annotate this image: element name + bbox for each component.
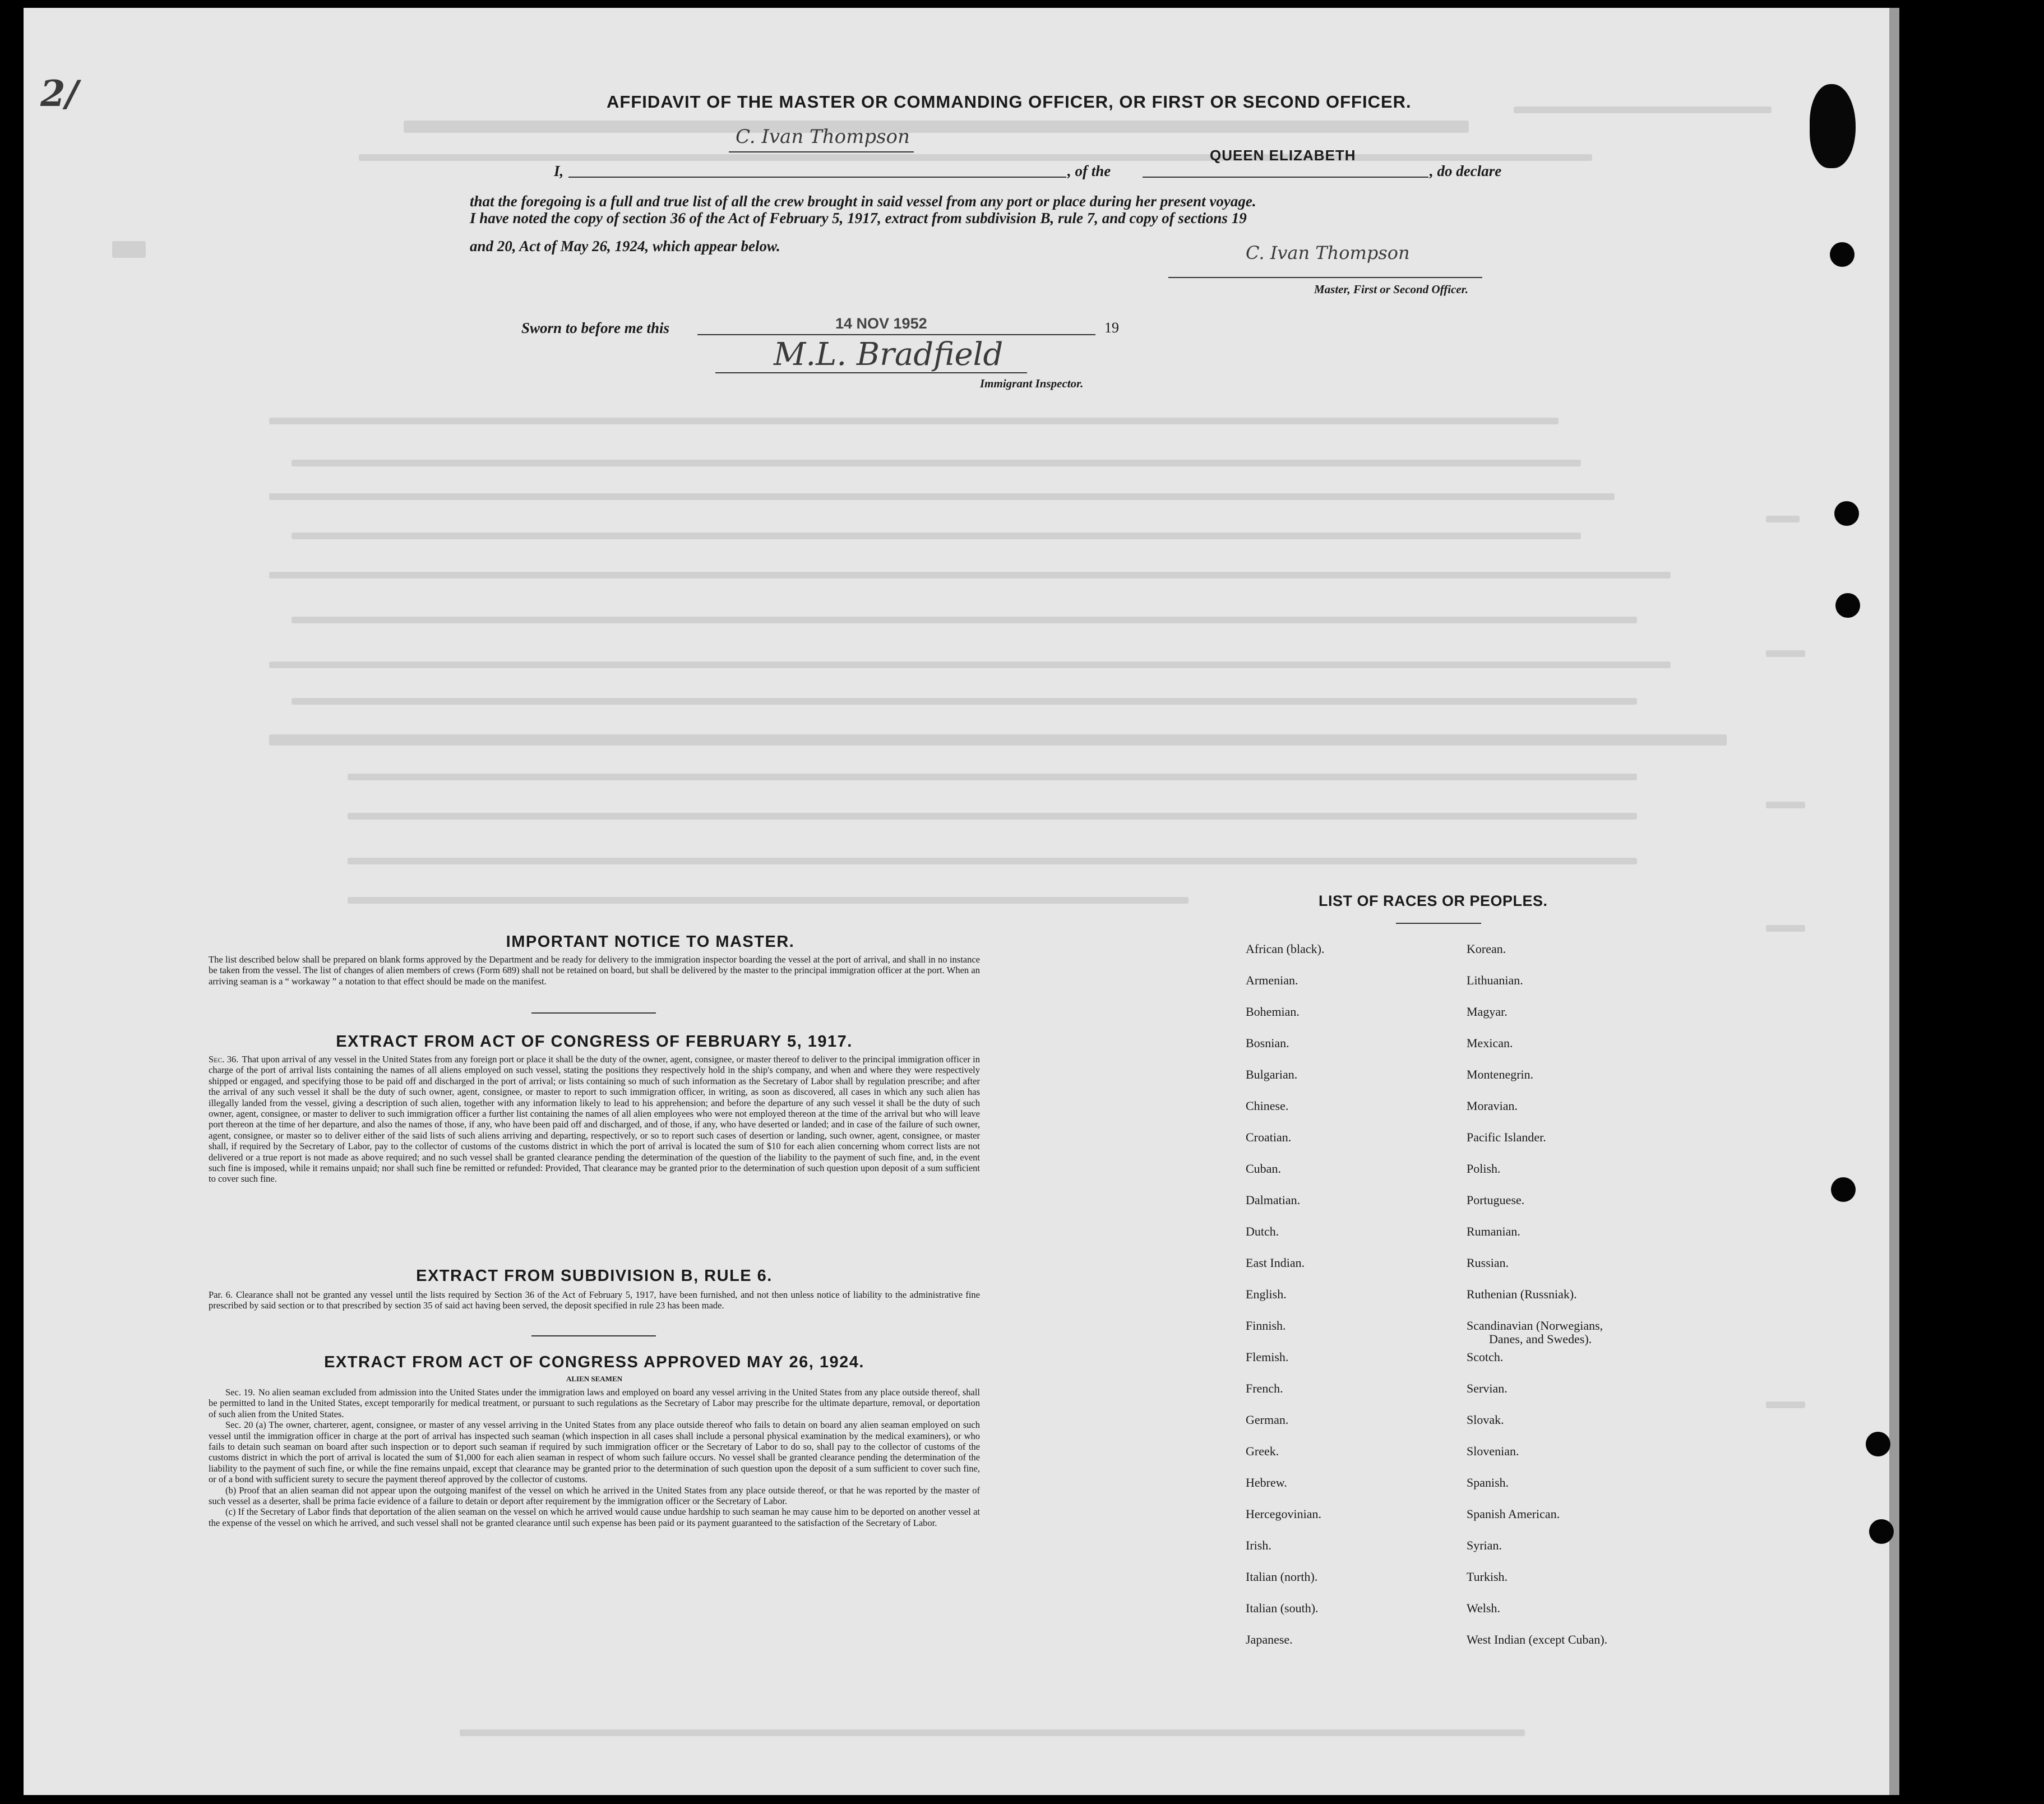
race-item: Moravian.: [1467, 1099, 1518, 1113]
vessel-name: QUEEN ELIZABETH: [1210, 147, 1356, 164]
races-heading: LIST OF RACES OR PEOPLES.: [1319, 892, 1548, 909]
race-item: Portuguese.: [1467, 1193, 1525, 1207]
race-item: Slovak.: [1467, 1413, 1504, 1427]
signature-underline: [729, 151, 914, 152]
declaration-line-1: that the foregoing is a full and true list of all the crew brought in said vessel from any port or place during her present voyage.: [470, 193, 1256, 210]
par-6-text: Clearance shall not be granted any vessel until the lists required by Section 36 of the Act of February 5, 1917, have been furnished, and not then unless notice of liability to the administrative fine prescribed by said section or to that prescribed by section 35 of said act having been served, the deposit specified in rule 23 has been made.: [209, 1289, 980, 1311]
race-item: Scandinavian (Norwegians,: [1467, 1319, 1603, 1333]
notice-body: The list described below shall be prepared on blank forms approved by the Department and be ready for delivery to the immigration inspector boarding the vessel at the port of arrival, and shall in no instance be taken from the vessel. The list of changes of alien members of crews (Form 689) shall not be retained on board, but shall be delivered by the master to the principal immigration officer at the port. When an arriving seaman is a “ workaway ” a notation to that effect should be made on the manifest.: [209, 954, 980, 987]
race-item: Cuban.: [1246, 1162, 1281, 1176]
ink-blot: [1810, 84, 1856, 168]
section-20b: (b) Proof that an alien seaman did not appear upon the outgoing manifest of the vessel on which he arrived in the United States from any place outside thereof, or that he was reported by the master of such vessel as a deserter, shall be prima facie evidence of a failure to detain or deport after requirement by the immigration officer or the Secretary of Labor.: [209, 1484, 980, 1507]
sworn-label: Sworn to before me this: [521, 320, 670, 336]
race-item: East Indian.: [1246, 1256, 1305, 1270]
race-item: Lithuanian.: [1467, 973, 1523, 987]
race-item: Greek.: [1246, 1444, 1279, 1458]
par-6-label: Par. 6.: [209, 1289, 233, 1300]
race-item: Dalmatian.: [1246, 1193, 1301, 1207]
extract-1917-heading: EXTRACT FROM ACT OF CONGRESS OF FEBRUARY 5, 1917.: [336, 1033, 853, 1051]
race-item: Bosnian.: [1246, 1036, 1289, 1050]
divider: [1396, 923, 1481, 924]
race-item: Slovenian.: [1467, 1444, 1519, 1458]
punch-hole: [1831, 1177, 1856, 1202]
declaration-line-2: I have noted the copy of section 36 of the Act of February 5, 1917, extract from subdivision B, rule 7, and copy of sections 19: [470, 210, 1247, 226]
race-item: Flemish.: [1246, 1350, 1289, 1364]
name-field-line: [568, 177, 1066, 178]
margin-mark: 2/: [40, 73, 78, 115]
race-item: Danes, and Swedes).: [1489, 1332, 1592, 1346]
race-item: Pacific Islander.: [1467, 1130, 1546, 1144]
notice-heading: IMPORTANT NOTICE TO MASTER.: [506, 933, 795, 951]
punch-hole: [1830, 242, 1855, 267]
punch-hole: [1869, 1519, 1894, 1544]
divider: [531, 1012, 656, 1014]
race-item: Bohemian.: [1246, 1005, 1300, 1019]
rule-6-heading: EXTRACT FROM SUBDIVISION B, RULE 6.: [416, 1267, 773, 1285]
race-item: Hercegovinian.: [1246, 1507, 1321, 1521]
of-the-label: , of the: [1067, 163, 1111, 179]
race-item: Polish.: [1467, 1162, 1501, 1176]
do-declare-label: , do declare: [1430, 163, 1502, 179]
section-19-label: Sec. 19.: [225, 1387, 255, 1398]
race-item: Japanese.: [1246, 1632, 1293, 1646]
officer-signature-line: [1168, 277, 1482, 278]
race-item: Finnish.: [1246, 1319, 1286, 1333]
race-item: Chinese.: [1246, 1099, 1289, 1113]
race-item: Italian (south).: [1246, 1601, 1319, 1615]
year-prefix: 19: [1104, 320, 1119, 336]
section-19-text: No alien seaman excluded from admission into the United States under the immigration laws and employed on board any vessel arriving in the United States from any place outside thereof, shall be permitted to land in the United States, except temporarily for medical treatment, or pursuant to such regulations as the Secretary of Labor may prescribe for the ultimate departure, removal, or deportation of such alien from the United States.: [209, 1387, 981, 1419]
race-item: Armenian.: [1246, 973, 1298, 987]
declaration-line-3: and 20, Act of May 26, 1924, which appear below.: [470, 238, 780, 255]
declaration-intro: I,: [554, 163, 564, 179]
rule-6-body: [209, 1289, 980, 1311]
race-item: Spanish American.: [1467, 1507, 1560, 1521]
race-item: Montenegrin.: [1467, 1067, 1534, 1081]
master-signature: C. Ivan Thompson: [1246, 242, 1410, 263]
race-item: Dutch.: [1246, 1224, 1279, 1238]
alien-seamen-subheading: ALIEN SEAMEN: [566, 1375, 623, 1383]
race-item: African (black).: [1246, 942, 1325, 956]
punch-hole: [1834, 501, 1859, 526]
vessel-field-line: [1143, 177, 1428, 178]
race-item: Irish.: [1246, 1538, 1271, 1552]
race-item: Syrian.: [1467, 1538, 1502, 1552]
punch-hole: [1866, 1432, 1890, 1456]
inspector-signature-line: [715, 372, 1027, 373]
race-item: Croatian.: [1246, 1130, 1292, 1144]
race-item: English.: [1246, 1287, 1287, 1301]
race-item: Scotch.: [1467, 1350, 1504, 1364]
sworn-date-stamp: 14 NOV 1952: [835, 315, 927, 332]
race-item: Servian.: [1467, 1381, 1507, 1395]
inspector-signature: M.L. Bradfield: [774, 336, 1003, 373]
section-20a: Sec. 20 (a) The owner, charterer, agent, consignee, or master of any vessel arriving in the United States from any place outside thereof who fails to detain on board any alien seaman employed on such vessel until the immigration officer in charge at the port of arrival has inspected such seaman (which inspection in all cases shall include a personal physical examination by the medical examiners), or who fails to detain such seaman on board after such inspection or to deport such seaman if required by such immigration officer or the Secretary of Labor to do so, shall pay to the collector of customs of the customs district in which the port of arrival is located the sum of $1,000 for each alien seaman in respect of whom such failure occurs. No vessel shall be granted clearance pending the determination of the liability to the payment of such fine, or while the fine remains unpaid, except that clearance may be granted prior to the determination of such question upon the deposit of a sum sufficient to cover such fine, or of a bond with sufficient surety to secure the payment thereof approved by the collector of customs.: [209, 1419, 980, 1485]
race-item: Ruthenian (Russniak).: [1467, 1287, 1577, 1301]
section-20c: (c) If the Secretary of Labor finds that deportation of the alien seaman on the vessel on which he arrived would cause undue hardship to such seaman he may cause him to be deported on another vessel at the expense of the vessel on which he arrived, and such vessel shall not be granted clearance until such expense has been paid or its payment guaranteed to the satisfaction of the Secretary of Labor.: [209, 1506, 980, 1528]
extract-1924-heading: EXTRACT FROM ACT OF CONGRESS APPROVED MAY 26, 1924.: [324, 1353, 864, 1371]
section-19: [209, 1387, 980, 1419]
race-item: French.: [1246, 1381, 1283, 1395]
extract-1924-body: [209, 1387, 980, 1528]
section-36-label: Sec. 36.: [209, 1054, 239, 1065]
race-item: Welsh.: [1467, 1601, 1500, 1615]
race-item: Russian.: [1467, 1256, 1509, 1270]
race-item: Hebrew.: [1246, 1475, 1287, 1490]
race-item: Magyar.: [1467, 1005, 1507, 1019]
section-36-text: That upon arrival of any vessel in the United States from any foreign port or place it shall be the duty of the owner, agent, consignee, or master thereof to deliver to the principal immigration officer in charge of the port of arrival lists containing the names of all aliens employed on such vessel, stating the positions they respectively hold in the ship's company, and when and where they were respectively shipped or engaged, and specifying those to be paid off and discharged in the port of arrival; or lists containing so much of such information as the Secretary of Labor shall by regulation prescribe; and after the arrival of any such vessel it shall be the duty of such owner, agent, consignee, or master to report to such immigration officer, in writing, as soon as discovered, all cases in which any such alien has illegally landed from the vessel, giving a description of such alien, together with any information likely to lead to his apprehension; and before the departure of any such vessel it shall be the duty of such owner, agent, consignee, or master to deliver to such immigration officer a further list containing the names of all alien employees who were not employed thereon at the time of the arrival but who will leave port thereon at the time of her departure, and also the names of those, if any, who have been paid off and discharged, and of those, if any, who have deserted or landed; and in case of the failure of such owner, agent, consignee, or master so to deliver either of the said lists of such aliens arriving and departing, respectively, or so to report such cases of desertion or landing, such owner, agent, consignee, or master shall, if required by the Secretary of Labor, pay to the collector of customs of the customs district in which the port of arrival is located the sum of $10 for each alien concerning whom correct lists are not delivered or a true report is not made as above required; and no such vessel shall be granted clearance pending the determination of the question of the liability to the payment of such fine, and, in the event such fine is imposed, while it remains unpaid; nor shall such fine be remitted or refunded: Provided, That clearance may be granted prior to the determination of such question upon deposit of a sum sufficient to cover such fine.: [209, 1054, 980, 1185]
race-item: Korean.: [1467, 942, 1506, 956]
sworn-date-line: [697, 334, 1095, 335]
race-item: Rumanian.: [1467, 1224, 1520, 1238]
punch-hole: [1835, 593, 1860, 618]
race-item: Italian (north).: [1246, 1570, 1318, 1584]
race-item: Bulgarian.: [1246, 1067, 1298, 1081]
extract-1917-body: [209, 1054, 980, 1185]
inspector-caption: Immigrant Inspector.: [980, 377, 1084, 390]
race-item: West Indian (except Cuban).: [1467, 1632, 1608, 1646]
divider: [531, 1335, 656, 1336]
race-item: Turkish.: [1467, 1570, 1508, 1584]
affidavit-heading: AFFIDAVIT OF THE MASTER OR COMMANDING OFFICER, OR FIRST OR SECOND OFFICER.: [607, 92, 1412, 112]
race-item: Spanish.: [1467, 1475, 1509, 1490]
race-item: Mexican.: [1467, 1036, 1513, 1050]
officer-caption: Master, First or Second Officer.: [1314, 283, 1468, 296]
race-item: German.: [1246, 1413, 1289, 1427]
master-signature-top: C. Ivan Thompson: [736, 126, 910, 148]
